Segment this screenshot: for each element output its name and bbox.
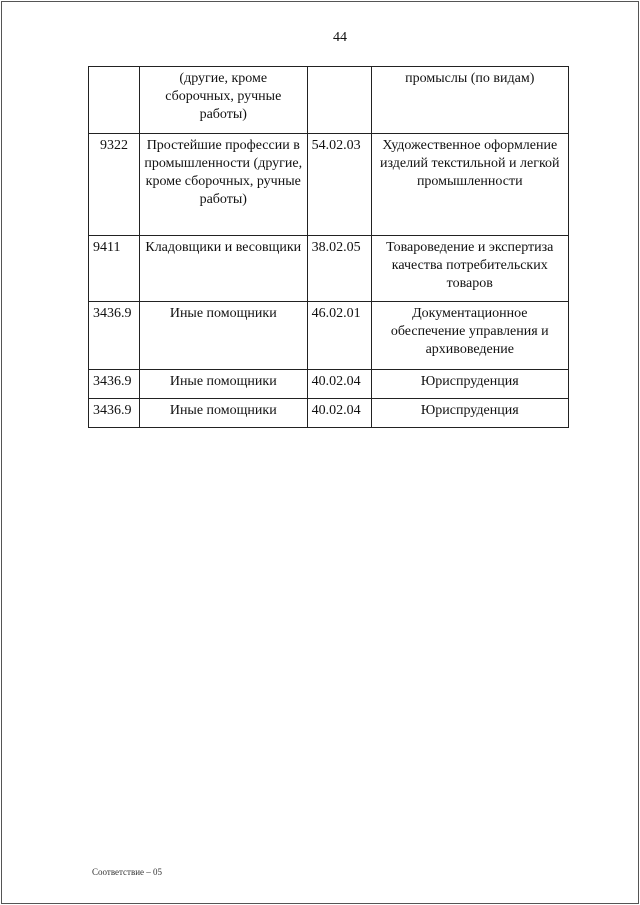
profession-code: 3436.9 [89,399,140,428]
page-number: 44 [333,30,347,45]
specialty-code: 54.02.03 [307,134,371,236]
specialty-name: Документационное обеспечение управления и архивоведение [371,302,568,370]
profession-name: (другие, кроме сборочных, ручные работы) [139,67,307,134]
table-row [89,236,569,302]
profession-name: Иные помощники [139,370,307,399]
profession-code [89,67,140,134]
profession-specialty-table [88,66,569,428]
specialty-code [307,67,371,134]
table-row [89,134,569,236]
profession-name: Иные помощники [139,399,307,428]
footer-note: Соответствие – 05 [92,867,163,877]
specialty-name: Товароведение и экспертиза качества потребительских товаров [371,236,568,302]
specialty-code: 40.02.04 [307,399,371,428]
profession-code: 9322 [89,134,140,236]
specialty-code: 40.02.04 [307,370,371,399]
profession-name: Иные помощники [139,302,307,370]
specialty-name: Юриспруденция [371,399,568,428]
specialty-name: Юриспруденция [371,370,568,399]
profession-name: Кладовщики и весовщики [139,236,307,302]
specialty-name: Художественное оформление изделий текстильной и легкой промышленности [371,134,568,236]
table-row [89,399,569,428]
profession-code: 3436.9 [89,302,140,370]
table-row [89,370,569,399]
specialty-name: промыслы (по видам) [371,67,568,134]
profession-name: Простейшие профессии в промышленности (другие, кроме сборочных, ручные работы) [139,134,307,236]
specialty-code: 38.02.05 [307,236,371,302]
table-row [89,67,569,134]
profession-code: 9411 [89,236,140,302]
profession-code: 3436.9 [89,370,140,399]
table-row [89,302,569,370]
specialty-code: 46.02.01 [307,302,371,370]
